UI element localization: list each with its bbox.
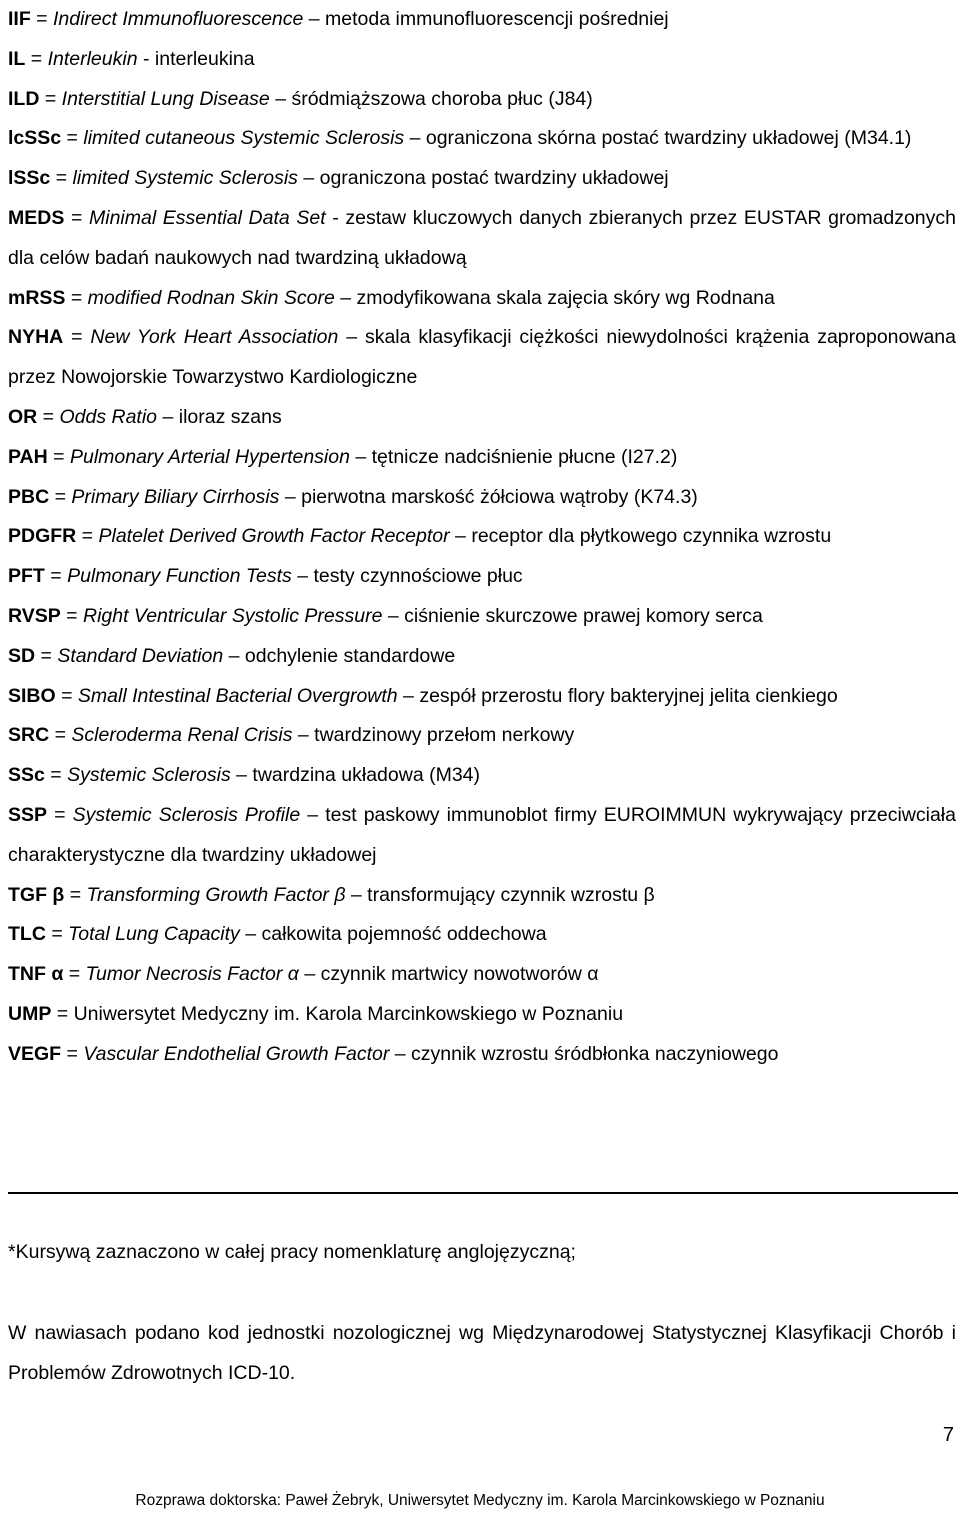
- english-expansion: Interleukin: [47, 47, 138, 70]
- polish-translation: całkowita pojemność oddechowa: [261, 923, 547, 946]
- equals-separator: =: [44, 565, 68, 588]
- polish-translation: transformujący czynnik wzrostu β: [367, 883, 655, 906]
- dash-separator: –: [230, 764, 253, 787]
- english-expansion: Minimal Essential Data Set: [89, 206, 326, 229]
- abbreviation-term: PBC: [8, 485, 50, 508]
- abbreviation-entry: [8, 1035, 956, 1075]
- equals-separator: =: [63, 963, 86, 986]
- english-expansion: Systemic Sclerosis: [67, 764, 231, 787]
- english-expansion: Vascular Endothelial Growth Factor: [83, 1042, 390, 1065]
- dash-separator: –: [297, 167, 320, 190]
- abbreviation-term: lSSc: [8, 167, 51, 190]
- dash-separator: –: [382, 604, 405, 627]
- polish-translation: twardzinowy przełom nerkowy: [314, 724, 575, 747]
- dash-separator: –: [338, 326, 365, 349]
- english-expansion: Total Lung Capacity: [68, 923, 240, 946]
- polish-translation: ograniczona postać twardziny układowej: [319, 167, 669, 190]
- abbreviation-term: PDGFR: [8, 525, 77, 548]
- english-expansion: Tumor Necrosis Factor α: [85, 963, 299, 986]
- section-divider: [8, 1192, 958, 1194]
- equals-separator: =: [64, 206, 89, 229]
- abbreviation-entry: [8, 876, 956, 916]
- equals-separator: =: [25, 47, 48, 70]
- abbreviation-term: mRSS: [8, 286, 66, 309]
- abbreviation-entry: [8, 597, 956, 637]
- english-expansion: Odds Ratio: [59, 405, 158, 428]
- polish-translation: zespół przerostu flory bakteryjnej jelita cienkiego: [419, 684, 838, 707]
- equals-separator: =: [47, 803, 73, 826]
- polish-translation: Uniwersytet Medyczny im. Karola Marcinkowskiego w Poznaniu: [73, 1002, 624, 1025]
- abbreviation-term: VEGF: [8, 1042, 62, 1065]
- dash-separator: –: [300, 803, 326, 826]
- polish-translation: metoda immunofluorescencji pośredniej: [325, 8, 669, 30]
- dash-separator: -: [325, 206, 346, 229]
- polish-translation: ograniczona skórna postać twardziny układowej (M34.1): [425, 127, 912, 150]
- dash-separator: –: [223, 644, 245, 667]
- abbreviation-entry: [8, 677, 956, 717]
- abbreviation-term: SSc: [8, 764, 45, 787]
- english-expansion: Platelet Derived Growth Factor Receptor: [98, 525, 450, 548]
- abbreviation-entry: [8, 637, 956, 677]
- dash-separator: –: [269, 87, 292, 110]
- icd-note: W nawiasach podano kod jednostki nozologicznej wg Międzynarodowej Statystycznej Klasyfikacji Chorób i Problemów Zdrowotnych ICD-10.: [8, 1322, 956, 1384]
- equals-separator: =: [35, 644, 58, 667]
- equals-separator: =: [49, 724, 72, 747]
- abbreviation-entry: [8, 40, 956, 80]
- dash-separator: –: [303, 8, 326, 30]
- dash-separator: –: [345, 883, 368, 906]
- dash-separator: –: [334, 286, 357, 309]
- abbreviation-entry: [8, 557, 956, 597]
- abbreviation-entry: [8, 756, 956, 796]
- abbreviation-term: TGF β: [8, 883, 65, 906]
- polish-translation: testy czynnościowe płuc: [313, 565, 523, 588]
- english-expansion: Systemic Sclerosis Profile: [72, 803, 301, 826]
- english-expansion: Right Ventricular Systolic Pressure: [82, 604, 383, 627]
- polish-translation: receptor dla płytkowego czynnika wzrostu: [471, 525, 832, 548]
- equals-separator: =: [39, 87, 62, 110]
- equals-separator: =: [30, 8, 53, 30]
- equals-separator: =: [47, 445, 70, 468]
- dash-separator: –: [292, 724, 315, 747]
- abbreviation-term: RVSP: [8, 604, 61, 627]
- abbreviation-entry: [8, 478, 956, 518]
- polish-translation: odchylenie standardowe: [244, 644, 456, 667]
- english-expansion: Small Intestinal Bacterial Overgrowth: [77, 684, 398, 707]
- abbreviation-entry: [8, 438, 956, 478]
- equals-separator: =: [60, 604, 83, 627]
- abbreviation-entry: [8, 517, 956, 557]
- english-expansion: Interstitial Lung Disease: [61, 87, 270, 110]
- abbreviation-term: UMP: [8, 1002, 52, 1025]
- polish-translation: interleukina: [154, 47, 255, 70]
- abbreviation-entry: [8, 995, 956, 1035]
- abbreviation-entry: [8, 796, 956, 876]
- equals-separator: =: [61, 127, 84, 150]
- equals-separator: =: [61, 1042, 84, 1065]
- polish-translation: czynnik martwicy nowotworów α: [320, 963, 599, 986]
- polish-translation: test paskowy immunoblot firmy EUROIMMUN wykrywający przeciwciała charakterystyczne dla twardziny układowej: [8, 803, 956, 866]
- dash-separator: –: [239, 923, 262, 946]
- equals-separator: =: [37, 405, 60, 428]
- equals-separator: =: [65, 286, 88, 309]
- equals-separator: =: [76, 525, 99, 548]
- english-expansion: Indirect Immunofluorescence: [52, 8, 304, 30]
- abbreviation-entry: [8, 159, 956, 199]
- equals-separator: =: [51, 1002, 74, 1025]
- equals-separator: =: [45, 923, 69, 946]
- dash-separator: –: [291, 565, 314, 588]
- english-expansion: limited Systemic Sclerosis: [72, 167, 298, 190]
- polish-translation: zmodyfikowana skala zajęcia skóry wg Rodnana: [356, 286, 775, 309]
- equals-separator: =: [63, 326, 91, 349]
- english-expansion: Pulmonary Function Tests: [67, 565, 292, 588]
- abbreviation-term: PFT: [8, 565, 45, 588]
- italic-note: *Kursywą zaznaczono w całej pracy nomenklaturę anglojęzyczną;: [8, 1241, 576, 1263]
- page-number: 7: [942, 1424, 954, 1446]
- equals-separator: =: [44, 764, 68, 787]
- abbreviation-entry: [8, 915, 956, 955]
- english-expansion: Transforming Growth Factor β: [86, 883, 346, 906]
- polish-translation: iloraz szans: [178, 405, 282, 428]
- abbreviation-term: TNF α: [8, 963, 64, 986]
- dash-separator: -: [137, 47, 155, 70]
- abbreviation-entry: [8, 716, 956, 756]
- dash-separator: –: [389, 1042, 412, 1065]
- abbreviation-term: NYHA: [8, 326, 64, 349]
- dash-separator: –: [449, 525, 472, 548]
- abbreviation-entry: [8, 279, 956, 319]
- abbreviation-entry: [8, 199, 956, 279]
- polish-translation: pierwotna marskość żółciowa wątroby (K74.3): [301, 485, 698, 508]
- polish-translation: zestaw kluczowych danych zbieranych przez EUSTAR gromadzonych dla celów badań naukowych nad twardziną układową: [8, 206, 957, 269]
- abbreviation-term: PAH: [8, 445, 48, 468]
- abbreviation-term: SSP: [8, 803, 48, 826]
- abbreviation-entry: [8, 955, 956, 995]
- abbreviation-term: IIF: [8, 8, 31, 30]
- abbreviation-entry: [8, 119, 956, 159]
- english-expansion: limited cutaneous Systemic Sclerosis: [83, 127, 405, 150]
- equals-separator: =: [64, 883, 87, 906]
- english-expansion: Scleroderma Renal Crisis: [71, 724, 293, 747]
- english-expansion: Standard Deviation: [57, 644, 224, 667]
- polish-translation: twardzina układowa (M34): [252, 764, 481, 787]
- abbreviation-entry: [8, 318, 956, 398]
- equals-separator: =: [55, 684, 78, 707]
- english-expansion: Pulmonary Arterial Hypertension: [69, 445, 350, 468]
- abbreviation-entry: [8, 398, 956, 438]
- abbreviation-term: ILD: [8, 87, 40, 110]
- abbreviation-term: SD: [8, 644, 36, 667]
- abbreviation-term: MEDS: [8, 206, 65, 229]
- dash-separator: –: [298, 963, 321, 986]
- abbreviation-entry: [8, 0, 956, 40]
- polish-translation: tętnicze nadciśnienie płucne (I27.2): [371, 445, 678, 468]
- abbreviation-list: [8, 0, 956, 1075]
- abbreviation-term: TLC: [8, 923, 46, 946]
- dash-separator: –: [157, 405, 179, 428]
- abbreviation-entry: [8, 80, 956, 120]
- page-footer: [0, 1492, 960, 1510]
- abbreviation-term: OR: [8, 405, 38, 428]
- dash-separator: –: [349, 445, 372, 468]
- abbreviation-term: SIBO: [8, 684, 56, 707]
- dash-separator: –: [279, 485, 302, 508]
- footer-text: Rozprawa doktorska: Paweł Żebryk, Uniwersytet Medyczny im. Karola Marcinkowskiego w Poznaniu: [135, 1492, 825, 1509]
- polish-translation: ciśnienie skurczowe prawej komory serca: [404, 604, 763, 627]
- english-expansion: New York Heart Association: [90, 326, 339, 349]
- polish-translation: skala klasyfikacji ciężkości niewydolności krążenia zaproponowana przez Nowojorskie Towarzystwo Kardiologiczne: [8, 326, 956, 389]
- english-expansion: modified Rodnan Skin Score: [87, 286, 335, 309]
- equals-separator: =: [50, 167, 73, 190]
- equals-separator: =: [49, 485, 72, 508]
- abbreviations-page: [8, 0, 956, 1075]
- dash-separator: –: [404, 127, 426, 150]
- polish-translation: czynnik wzrostu śródbłonka naczyniowego: [411, 1042, 779, 1065]
- abbreviation-term: SRC: [8, 724, 50, 747]
- abbreviation-term: lcSSc: [8, 127, 62, 150]
- polish-translation: śródmiąższowa choroba płuc (J84): [291, 87, 593, 110]
- dash-separator: –: [397, 684, 420, 707]
- abbreviation-term: IL: [8, 47, 26, 70]
- english-expansion: Primary Biliary Cirrhosis: [71, 485, 280, 508]
